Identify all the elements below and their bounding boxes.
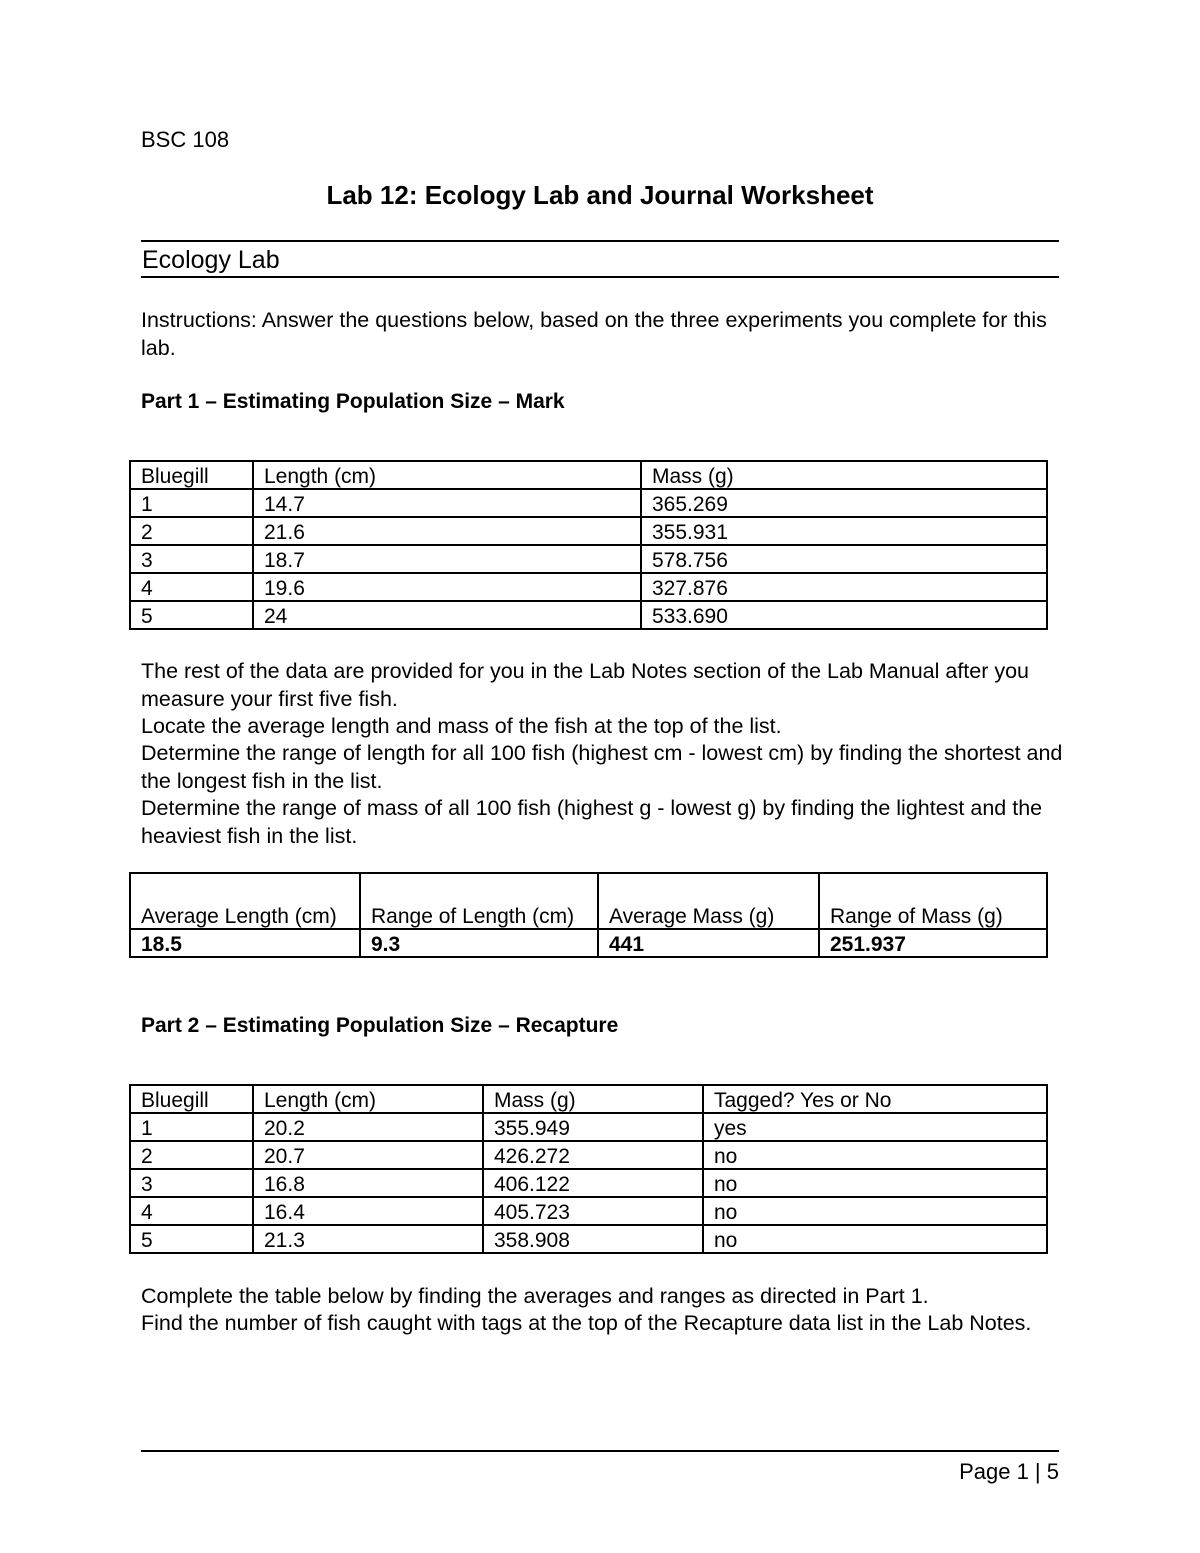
- table-cell: 21.3: [253, 1225, 483, 1253]
- table-cell: 533.690: [641, 601, 1047, 629]
- summary-table: [129, 872, 1048, 958]
- part2-note-2: Find the number of fish caught with tags at the top of the Recapture data list in the Lab Notes.: [141, 1311, 1032, 1335]
- header-cell: Tagged? Yes or No: [703, 1085, 1047, 1113]
- header-cell: Mass (g): [483, 1085, 703, 1113]
- table-cell: 19.6: [253, 573, 641, 601]
- table-cell: yes: [703, 1113, 1047, 1141]
- table-cell: 4: [130, 1197, 253, 1225]
- table-cell: 16.8: [253, 1169, 483, 1197]
- part2-heading: Part 2 – Estimating Population Size – Recapture: [141, 1014, 619, 1037]
- header-cell: Range of Length (cm): [360, 873, 598, 929]
- table-cell: 24: [253, 601, 641, 629]
- instructions: Instructions: Answer the questions below, based on the three experiments you complete for this lab.: [141, 308, 1047, 360]
- table-cell: no: [703, 1169, 1047, 1197]
- divider-section: [141, 276, 1059, 278]
- recapture-table: [129, 1084, 1048, 1254]
- table-header-row: [130, 873, 1047, 929]
- table-cell: 578.756: [641, 545, 1047, 573]
- table-cell: 21.6: [253, 517, 641, 545]
- part1-note-1: The rest of the data are provided for you in the Lab Notes section of the Lab Manual after you measure your first five fish.: [141, 659, 1030, 711]
- header-cell: Range of Mass (g): [819, 873, 1047, 929]
- table-cell: 1: [130, 1113, 253, 1141]
- table-cell: no: [703, 1225, 1047, 1253]
- table-cell: 405.723: [483, 1197, 703, 1225]
- table-cell: 20.2: [253, 1113, 483, 1141]
- table-row: [130, 545, 1047, 573]
- range-mass-value: 251.937: [819, 929, 1047, 957]
- part1-heading: Part 1 – Estimating Population Size – Mark: [141, 390, 565, 413]
- table-cell: 3: [130, 1169, 253, 1197]
- header-cell: Length (cm): [253, 1085, 483, 1113]
- table-cell: 358.908: [483, 1225, 703, 1253]
- divider-footer: [141, 1450, 1059, 1452]
- header-cell: Bluegill: [130, 461, 253, 489]
- table-cell: no: [703, 1197, 1047, 1225]
- part1-note-2: Locate the average length and mass of the fish at the top of the list.: [141, 714, 782, 738]
- table-cell: 16.4: [253, 1197, 483, 1225]
- header-cell: Length (cm): [253, 461, 641, 489]
- table-row: [130, 517, 1047, 545]
- table-row: [130, 1141, 1047, 1169]
- table-cell: 5: [130, 1225, 253, 1253]
- table-cell: 355.949: [483, 1113, 703, 1141]
- table-cell: 3: [130, 545, 253, 573]
- table-cell: 327.876: [641, 573, 1047, 601]
- table-cell: 406.122: [483, 1169, 703, 1197]
- page-title: Lab 12: Ecology Lab and Journal Worksheet: [326, 180, 874, 210]
- table-cell: 2: [130, 1141, 253, 1169]
- table-row: [130, 1225, 1047, 1253]
- course-code: BSC 108: [141, 127, 230, 152]
- table-cell: 20.7: [253, 1141, 483, 1169]
- table-cell: 355.931: [641, 517, 1047, 545]
- table-cell: 365.269: [641, 489, 1047, 517]
- section-title: Ecology Lab: [142, 246, 280, 274]
- table-row: [130, 573, 1047, 601]
- table-cell: 426.272: [483, 1141, 703, 1169]
- table-cell: 1: [130, 489, 253, 517]
- table-row: [130, 1169, 1047, 1197]
- table-cell: 14.7: [253, 489, 641, 517]
- header-cell: Mass (g): [641, 461, 1047, 489]
- header-cell: Average Length (cm): [130, 873, 360, 929]
- table-row: [130, 1197, 1047, 1225]
- table-cell: 5: [130, 601, 253, 629]
- table-cell: 4: [130, 573, 253, 601]
- table-header-row: [130, 1085, 1047, 1113]
- page-number: Page 1 | 5: [959, 1459, 1059, 1484]
- average-mass-value: 441: [598, 929, 819, 957]
- part1-note-4: Determine the range of mass of all 100 fish (highest g - lowest g) by finding the lightest and the heaviest fish in the list.: [141, 796, 1043, 848]
- table-row: [130, 601, 1047, 629]
- mark-table: [129, 460, 1048, 630]
- table-row: [130, 489, 1047, 517]
- table-cell: 18.7: [253, 545, 641, 573]
- part1-note-3: Determine the range of length for all 100 fish (highest cm - lowest cm) by finding the shortest and the longest fish in the list.: [141, 741, 1063, 793]
- average-length-value: 18.5: [130, 929, 360, 957]
- header-cell: Average Mass (g): [598, 873, 819, 929]
- divider-top: [141, 240, 1059, 242]
- table-cell: no: [703, 1141, 1047, 1169]
- range-length-value: 9.3: [360, 929, 598, 957]
- part2-note-1: Complete the table below by finding the averages and ranges as directed in Part 1.: [141, 1284, 929, 1308]
- table-row: [130, 1113, 1047, 1141]
- table-cell: 2: [130, 517, 253, 545]
- header-cell: Bluegill: [130, 1085, 253, 1113]
- table-row: [130, 929, 1047, 957]
- table-header-row: [130, 461, 1047, 489]
